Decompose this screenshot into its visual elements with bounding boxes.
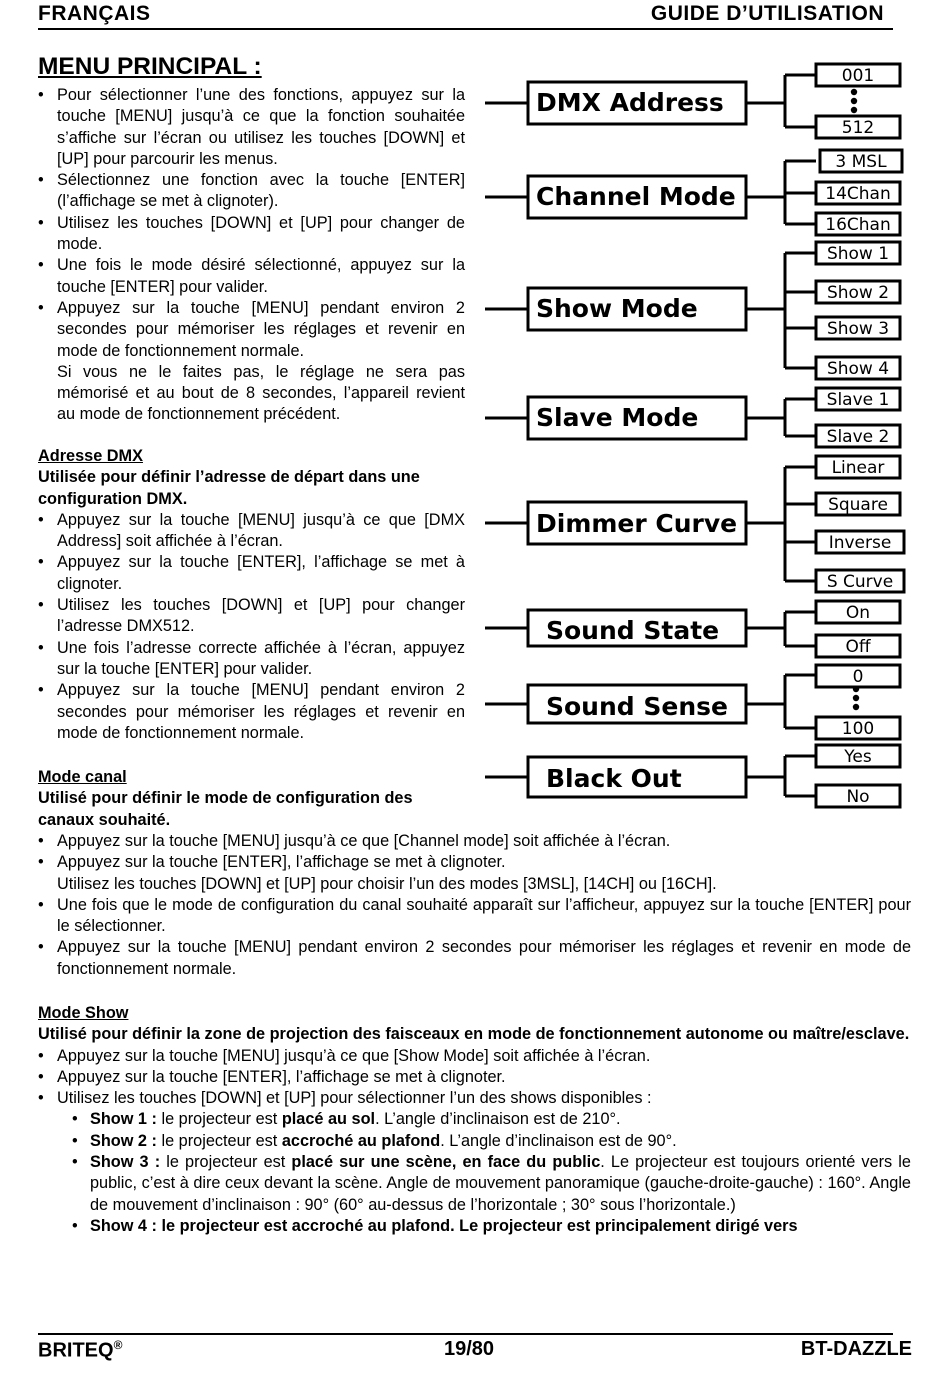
header-guide-title: GUIDE D’UTILISATION bbox=[650, 2, 884, 25]
option-label: Inverse bbox=[828, 533, 892, 553]
show-text: . Le projecteur est toujours orienté vers le public, c’est à dire ceux devant la scène. Angle de mouvement panoramique (gauche-droite-gauche) : 160°. Angle de mouvement d’inclinaison : 90° (60° au-dessus de l’horizontale ; 30° sous l’horizontale.) bbox=[90, 1153, 911, 1214]
menu-label: Dimmer Curve bbox=[536, 509, 738, 538]
dmx-section bbox=[38, 446, 465, 744]
show-bold: placé au sol bbox=[281, 1110, 376, 1129]
page-title: MENU PRINCIPAL : bbox=[38, 53, 262, 80]
menu-label: Slave Mode bbox=[536, 403, 699, 432]
menu-label: DMX Address bbox=[536, 88, 724, 117]
option-label: Show 4 bbox=[826, 359, 890, 379]
menu-label: Sound State bbox=[546, 616, 720, 645]
section-heading: Mode canal bbox=[38, 768, 127, 786]
list-item: • Utilisez les touches [DOWN] et [UP] pour changer de mode. bbox=[38, 213, 465, 256]
show-text: le projecteur est bbox=[156, 1110, 282, 1129]
menu-label: Black Out bbox=[546, 764, 682, 793]
show-item: • Show 4 : le projecteur est accroché au plafond. Le projecteur est principalement dirigé vers bbox=[72, 1216, 798, 1235]
option-label: Linear bbox=[831, 458, 885, 478]
option-label: Off bbox=[845, 637, 871, 657]
option-label: No bbox=[846, 787, 870, 807]
menu-label: Sound Sense bbox=[546, 692, 728, 721]
show-text: le projecteur est bbox=[156, 1131, 282, 1150]
show-text: . L’angle d’inclinaison est de 90°. bbox=[440, 1131, 677, 1150]
show-bold: accroché au plafond bbox=[281, 1131, 441, 1150]
show-text: . L’angle d’inclinaison est de 210°. bbox=[375, 1110, 621, 1129]
show-item: • Show 1 : le projecteur est placé au sol. L’angle d’inclinaison est de 210°. bbox=[72, 1110, 621, 1129]
option-label: Slave 2 bbox=[826, 427, 890, 447]
list-item: • Appuyez sur la touche [ENTER], l’affichage se met à clignoter. bbox=[38, 552, 465, 595]
list-item: • Appuyez sur la touche [MENU] pendant environ 2 secondes pour mémoriser les réglages et revenir en mode de fonctionnement normale. bbox=[38, 680, 465, 744]
section-description: Utilisé pour définir la zone de projection des faisceaux en mode de fonctionnement autonome ou maître/esclave. bbox=[38, 1025, 910, 1044]
list-item: • Appuyez sur la touche [MENU] pendant environ 2 secondes pour mémoriser les réglages et revenir en mode de fonctionnement normale. bbox=[38, 937, 911, 980]
option-label: 0 bbox=[852, 667, 864, 687]
menu-label: Show Mode bbox=[536, 294, 698, 323]
option-label: Show 3 bbox=[826, 319, 890, 339]
list-item: • Une fois l’adresse correcte affichée à l’écran, appuyez sur la touche [ENTER] pour valider. bbox=[38, 638, 465, 681]
list-item: • Appuyez sur la touche [ENTER], l’affichage se met à clignoter. bbox=[38, 1067, 911, 1088]
option-label: On bbox=[845, 603, 871, 623]
option-label: 100 bbox=[841, 719, 875, 739]
option-label: Yes bbox=[844, 747, 872, 767]
list-item: • Appuyez sur la touche [ENTER], l’affichage se met à clignoter. bbox=[38, 852, 911, 873]
list-item: • Pour sélectionner l’une des fonctions, appuyez sur la touche [MENU] jusqu’à ce que la fonction souhaitée s’affiche sur l’écran ou utilisez les touches [DOWN] et [UP] pour parcourir les menus. bbox=[38, 85, 465, 170]
option-label: Slave 1 bbox=[826, 390, 890, 410]
page-number: 19/80 bbox=[444, 1338, 495, 1360]
list-item: • Une fois que le mode de configuration du canal souhaité apparaît sur l’afficheur, appuyez sur la touche [ENTER] pour le sélectionner. bbox=[38, 895, 911, 938]
show-label: Show 2 : bbox=[90, 1131, 157, 1150]
canal-section-head bbox=[38, 767, 465, 831]
list-item: • Appuyez sur la touche [MENU] jusqu’à ce que [DMX Address] soit affichée à l’écran. bbox=[38, 510, 465, 553]
option-label: Square bbox=[828, 495, 888, 515]
list-item: • Appuyez sur la touche [MENU] jusqu’à ce que [Channel mode] soit affichée à l’écran. bbox=[38, 831, 911, 852]
show-bold: placé sur une scène, en face du public bbox=[291, 1153, 601, 1172]
option-label: 3 MSL bbox=[835, 152, 887, 172]
footer-rule bbox=[38, 1333, 893, 1335]
brand-name: BRITEQ bbox=[38, 1339, 114, 1362]
canal-section-list bbox=[38, 831, 911, 980]
section-heading: Mode Show bbox=[38, 1004, 129, 1022]
list-note: Utilisez les touches [DOWN] et [UP] pour choisir l’un des modes [3MSL], [14CH] ou [16CH]. bbox=[57, 874, 717, 893]
show-label: Show 1 : bbox=[90, 1110, 157, 1129]
option-label: Show 1 bbox=[826, 244, 890, 264]
section-description: Utilisée pour définir l’adresse de départ dans une configuration DMX. bbox=[38, 468, 420, 508]
option-label: S Curve bbox=[826, 572, 894, 592]
intro-section bbox=[38, 85, 465, 426]
list-item: • Appuyez sur la touche [MENU] jusqu’à ce que [Show Mode] soit affichée à l’écran. bbox=[38, 1046, 911, 1067]
option-label: Show 2 bbox=[826, 283, 890, 303]
show-section bbox=[38, 1003, 911, 1237]
show-text: le projecteur est bbox=[160, 1153, 292, 1172]
header-rule bbox=[38, 28, 893, 30]
footer-brand bbox=[38, 1338, 122, 1363]
show-item: • Show 2 : le projecteur est accroché au plafond. L’angle d’inclinaison est de 90°. bbox=[72, 1131, 677, 1150]
list-item: • Appuyez sur la touche [MENU] pendant environ 2 secondes pour mémoriser les réglages et revenir en mode de fonctionnement normale. bbox=[38, 298, 465, 362]
menu-tree-diagram bbox=[480, 58, 910, 818]
list-item: • Utilisez les touches [DOWN] et [UP] pour changer l’adresse DMX512. bbox=[38, 595, 465, 638]
menu-label: Channel Mode bbox=[536, 182, 736, 211]
option-label: 512 bbox=[841, 118, 875, 138]
show-item: • Show 3 : le projecteur est placé sur une scène, en face du public. Le projecteur est toujours orienté vers le public, c’est à dire ceux devant la scène. Angle de mouvement panoramique (gauche-droite-gauche) : 160°. Angle de mouvement d’inclinaison : 90° (60° au-dessus de l’horizontale ; 30° sous l’horizontale.) bbox=[72, 1153, 911, 1214]
show-label: Show 4 : bbox=[90, 1216, 157, 1235]
list-item: • Sélectionnez une fonction avec la touche [ENTER] (l’affichage se met à clignoter). bbox=[38, 170, 465, 213]
section-description: Utilisé pour définir le mode de configuration des canaux souhaité. bbox=[38, 789, 413, 829]
intro-note: Si vous ne le faites pas, le réglage ne sera pas mémorisé et au bout de 8 secondes, l’appareil revient au mode de fonctionnement précédent. bbox=[57, 362, 465, 424]
option-label: 14Chan bbox=[825, 184, 891, 204]
show-bold: le projecteur est accroché au plafond. Le projecteur est principalement dirigé vers bbox=[156, 1216, 798, 1235]
list-item: • Utilisez les touches [DOWN] et [UP] pour sélectionner l’un des shows disponibles : bbox=[38, 1088, 911, 1109]
registered-mark: ® bbox=[113, 1338, 123, 1352]
footer-model: BT-DAZZLE bbox=[800, 1338, 912, 1360]
show-label: Show 3 : bbox=[90, 1153, 161, 1172]
section-heading: Adresse DMX bbox=[38, 447, 143, 465]
header-language: FRANÇAIS bbox=[38, 2, 151, 25]
list-item: • Une fois le mode désiré sélectionné, appuyez sur la touche [ENTER] pour valider. bbox=[38, 255, 465, 298]
option-label: 16Chan bbox=[825, 215, 891, 235]
option-label: 001 bbox=[841, 66, 875, 86]
